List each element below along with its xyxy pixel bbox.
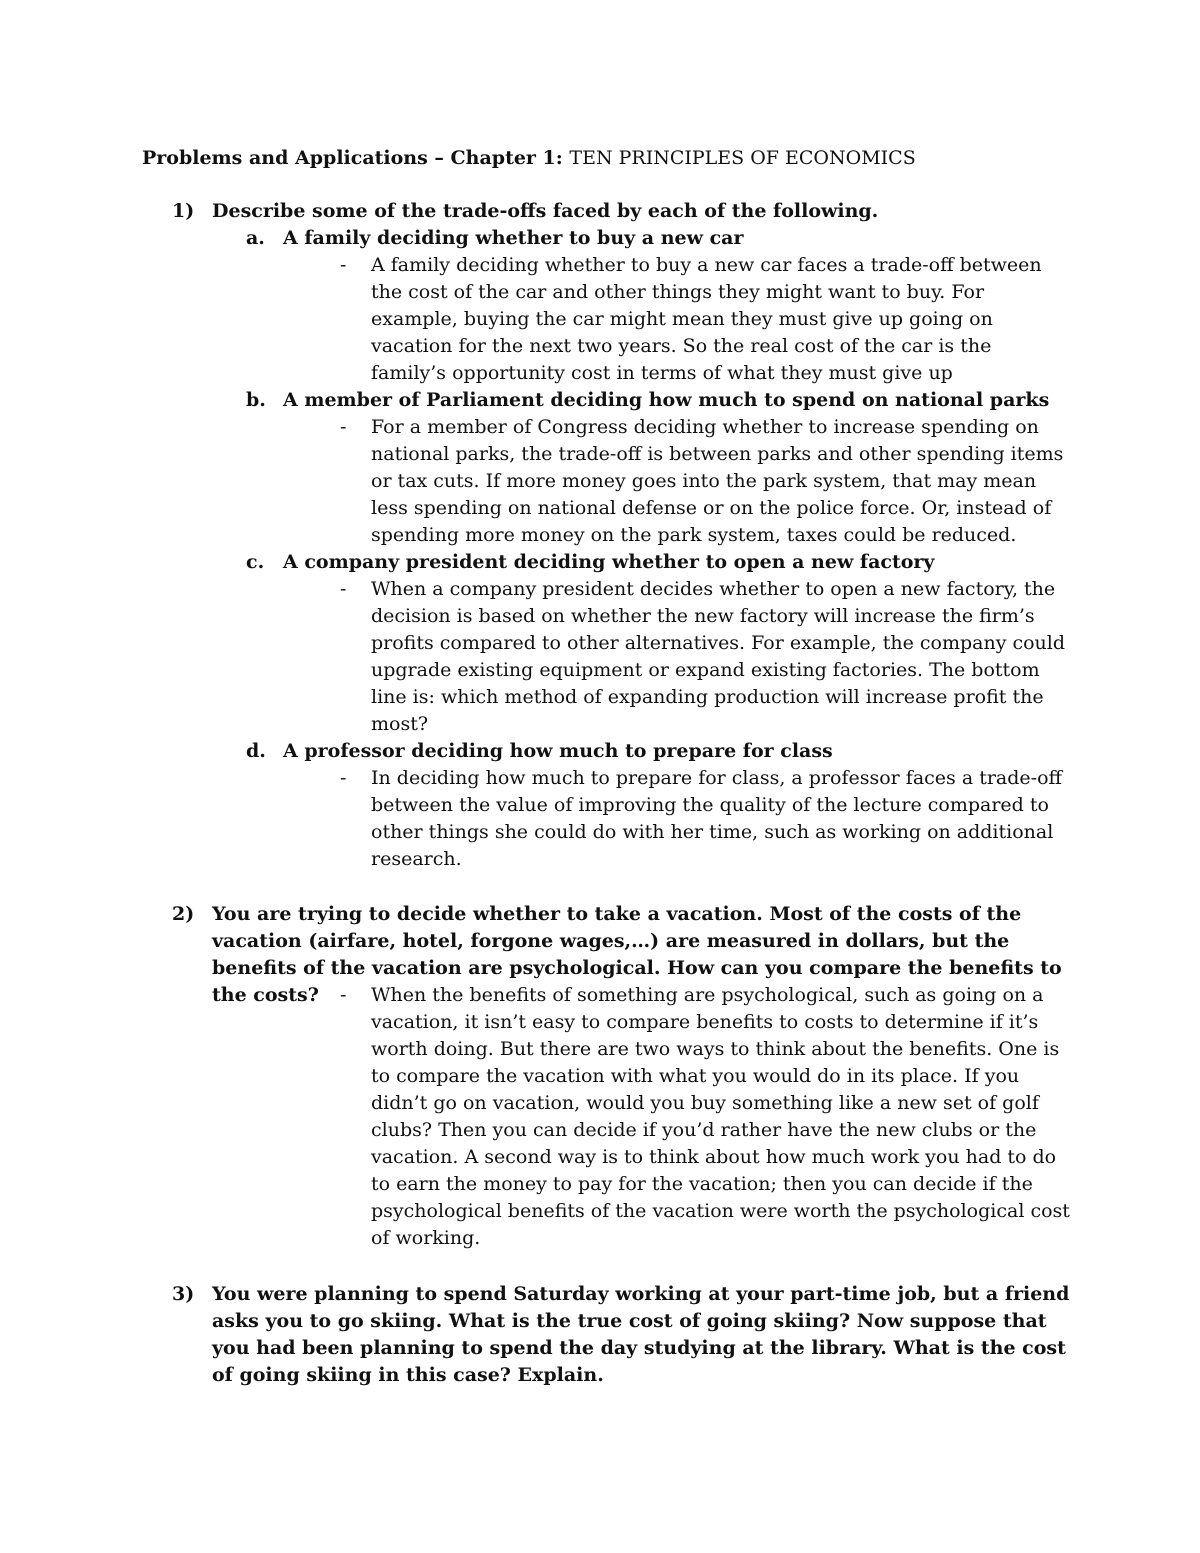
page-title: [142, 145, 916, 171]
bullet-dash: -: [340, 578, 347, 600]
subquestion-text: A company president deciding whether to open a new factory: [283, 551, 935, 573]
question-number: 3): [172, 1283, 195, 1305]
question-number: 1): [172, 200, 195, 222]
question-text: You are trying to decide whether to take a vacation. Most of the costs of the vacation (airfare, hotel, forgone wages,…) are measured in dollars, but the benefits of the vacation are psychological. How can you compare the benefits to the costs?: [212, 903, 1062, 1006]
answer-text: For a member of Congress deciding whether to increase spending on national parks, the trade-off is between parks and other spending items or tax cuts. If more money goes into the park system, that may mean less spending on national defense or on the police force. Or, instead of spending more money on the park system, taxes could be reduced.: [371, 416, 1064, 546]
bullet-dash: -: [340, 984, 347, 1006]
answer-text: In deciding how much to prepare for class, a professor faces a trade-off between the value of improving the quality of the lecture compared to other things she could do with her time, such as working on additional research.: [371, 767, 1063, 870]
answer-text: A family deciding whether to buy a new car faces a trade-off between the cost of the car and other things they might want to buy. For example, buying the car might mean they must give up going on vacation for the next two years. So the real cost of the car is the family’s opportunity cost in terms of what they must give up: [371, 254, 1042, 384]
subquestion-label: a.: [246, 227, 265, 249]
question-text: Describe some of the trade-offs faced by each of the following.: [212, 200, 879, 222]
bullet-dash: -: [340, 254, 347, 276]
answer-text: When the benefits of something are psychological, such as going on a vacation, it isn’t easy to compare benefits to costs to determine if it’s worth doing. But there are two ways to think about the benefits. One is to compare the vacation with what you would do in its place. If you didn’t go on vacation, would you buy something like a new set of golf clubs? Then you can decide if you’d rather have the new clubs or the vacation. A second way is to think about how much work you had to do to earn the money to pay for the vacation; then you can decide if the psychological benefits of the vacation were worth the psychological cost of working.: [371, 984, 1070, 1249]
question-number: 2): [172, 903, 195, 925]
title-bold-part: Problems and Applications – Chapter 1:: [142, 147, 570, 169]
subquestion-text: A professor deciding how much to prepare for class: [283, 740, 833, 762]
subquestion-label: c.: [246, 551, 265, 573]
bullet-dash: -: [340, 416, 347, 438]
subquestion-text: A family deciding whether to buy a new car: [283, 227, 744, 249]
subquestion-text: A member of Parliament deciding how much to spend on national parks: [283, 389, 1050, 411]
subquestion-label: d.: [246, 740, 266, 762]
title-caps-part: TEN PRINCIPLES OF ECONOMICS: [569, 147, 916, 169]
question-text: You were planning to spend Saturday working at your part-time job, but a friend asks you to go skiing. What is the true cost of going skiing? Now suppose that you had been planning to spend the day studying at the library. What is the cost of going skiing in this case? Explain.: [212, 1283, 1070, 1386]
bullet-dash: -: [340, 767, 347, 789]
subquestion-label: b.: [246, 389, 266, 411]
answer-text: When a company president decides whether to open a new factory, the decision is based on whether the new factory will increase the firm’s profits compared to other alternatives. For example, the company could upgrade existing equipment or expand existing factories. The bottom line is: which method of expanding production will increase profit the most?: [371, 578, 1066, 735]
